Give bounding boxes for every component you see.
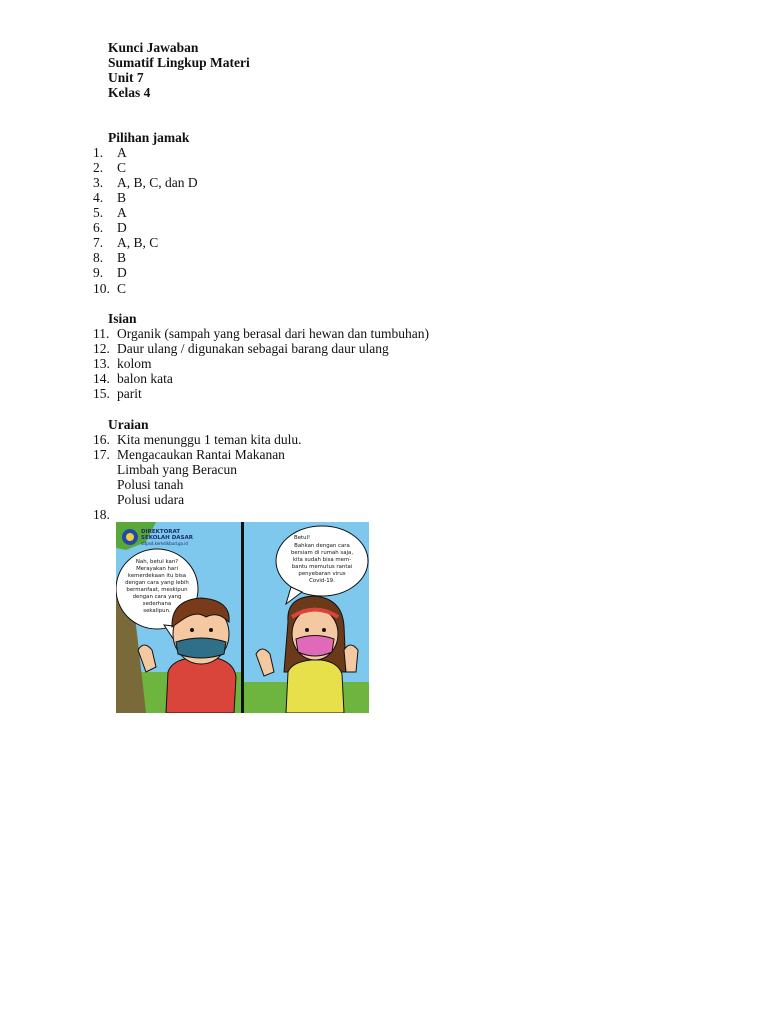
section-title-pilihan-jamak: Pilihan jamak <box>108 130 190 145</box>
item-answer: C <box>117 160 127 175</box>
item-number: 12. <box>93 341 110 356</box>
boy-bubble-line: dengan cara yang lebih <box>125 580 189 586</box>
item-answer: A, B, C, dan D <box>117 175 198 190</box>
panel-divider <box>241 522 244 713</box>
boy-bubble-line: sederhana <box>142 601 172 607</box>
item-answer: Organik (sampah yang berasal dari hewan dan tumbuhan) <box>117 326 430 341</box>
boy-bubble-line: dengan cara yang <box>132 594 182 600</box>
section-title-uraian: Uraian <box>108 417 149 432</box>
girl-bubble-line: Covid-19. <box>309 578 335 584</box>
item-number: 1. <box>93 145 104 160</box>
girl-bubble-line: penyebaran virus <box>298 571 346 577</box>
girl-bubble-line: kita sudah bisa mem- <box>292 557 352 563</box>
item-number: 2. <box>93 160 104 175</box>
item-number: 9. <box>93 265 104 280</box>
item-number: 6. <box>93 220 104 235</box>
logo-line1: DIREKTORAT <box>141 529 181 535</box>
item-answer: A, B, C <box>117 235 159 250</box>
item-number: 5. <box>93 205 104 220</box>
item-number: 7. <box>93 235 104 250</box>
item-answer: Kita menunggu 1 teman kita dulu. <box>117 432 302 447</box>
item-answer: B <box>117 250 127 265</box>
girl-bubble-line: bantu memutus rantai <box>291 564 353 570</box>
item-number: 3. <box>93 175 104 190</box>
section-title-isian: Isian <box>108 311 137 326</box>
item-number: 16. <box>93 432 110 447</box>
item-number: 17. <box>93 447 110 462</box>
girl-bubble-line: Bahkan dengan cara <box>294 543 350 549</box>
header-unit: Unit 7 <box>108 70 144 85</box>
item-answer: D <box>117 265 127 280</box>
item-answer-line: Polusi tanah <box>117 477 184 492</box>
comic-illustration <box>116 522 369 713</box>
item-number: 10. <box>93 281 110 296</box>
item-answer: parit <box>117 386 142 401</box>
logo-icon <box>122 529 138 545</box>
item-number: 4. <box>93 190 104 205</box>
girl-bubble-line: Betul! <box>294 535 311 541</box>
item-answer: C <box>117 281 127 296</box>
item-number: 14. <box>93 371 110 386</box>
item-number: 18. <box>93 507 110 522</box>
logo-line3: ditpsd.kemdikbud.go.id <box>141 541 188 546</box>
item-number: 8. <box>93 250 104 265</box>
header-title: Kunci Jawaban <box>108 40 199 55</box>
boy-bubble-line: kemerdekaan itu bisa <box>127 573 187 579</box>
boy-bubble-line: bermanfaat, meskipun <box>126 587 188 593</box>
boy-bubble-line: Nah, betul kan? <box>135 559 179 565</box>
item-number: 13. <box>93 356 110 371</box>
item-number: 11. <box>93 326 110 341</box>
logo-line2: SEKOLAH DASAR <box>141 535 193 541</box>
girl-bubble-line: bersiam di rumah saja, <box>290 550 354 556</box>
item-answer: D <box>117 220 127 235</box>
item-answer: balon kata <box>117 371 173 386</box>
boy-bubble-line: Merayakan hari <box>136 566 178 572</box>
item-answer: A <box>117 145 127 160</box>
item-answer: B <box>117 190 127 205</box>
item-answer: Daur ulang / digunakan sebagai barang daur ulang <box>117 341 389 356</box>
item-number: 15. <box>93 386 110 401</box>
item-answer: A <box>117 205 127 220</box>
boy-bubble-line: sekalipun. <box>143 608 171 614</box>
item-answer: kolom <box>117 356 152 371</box>
header-class: Kelas 4 <box>108 85 151 100</box>
item-answer-line: Limbah yang Beracun <box>117 462 237 477</box>
item-answer-line: Mengacaukan Rantai Makanan <box>117 447 285 462</box>
header-subtitle: Sumatif Lingkup Materi <box>108 55 250 70</box>
item-answer-line: Polusi udara <box>117 492 185 507</box>
